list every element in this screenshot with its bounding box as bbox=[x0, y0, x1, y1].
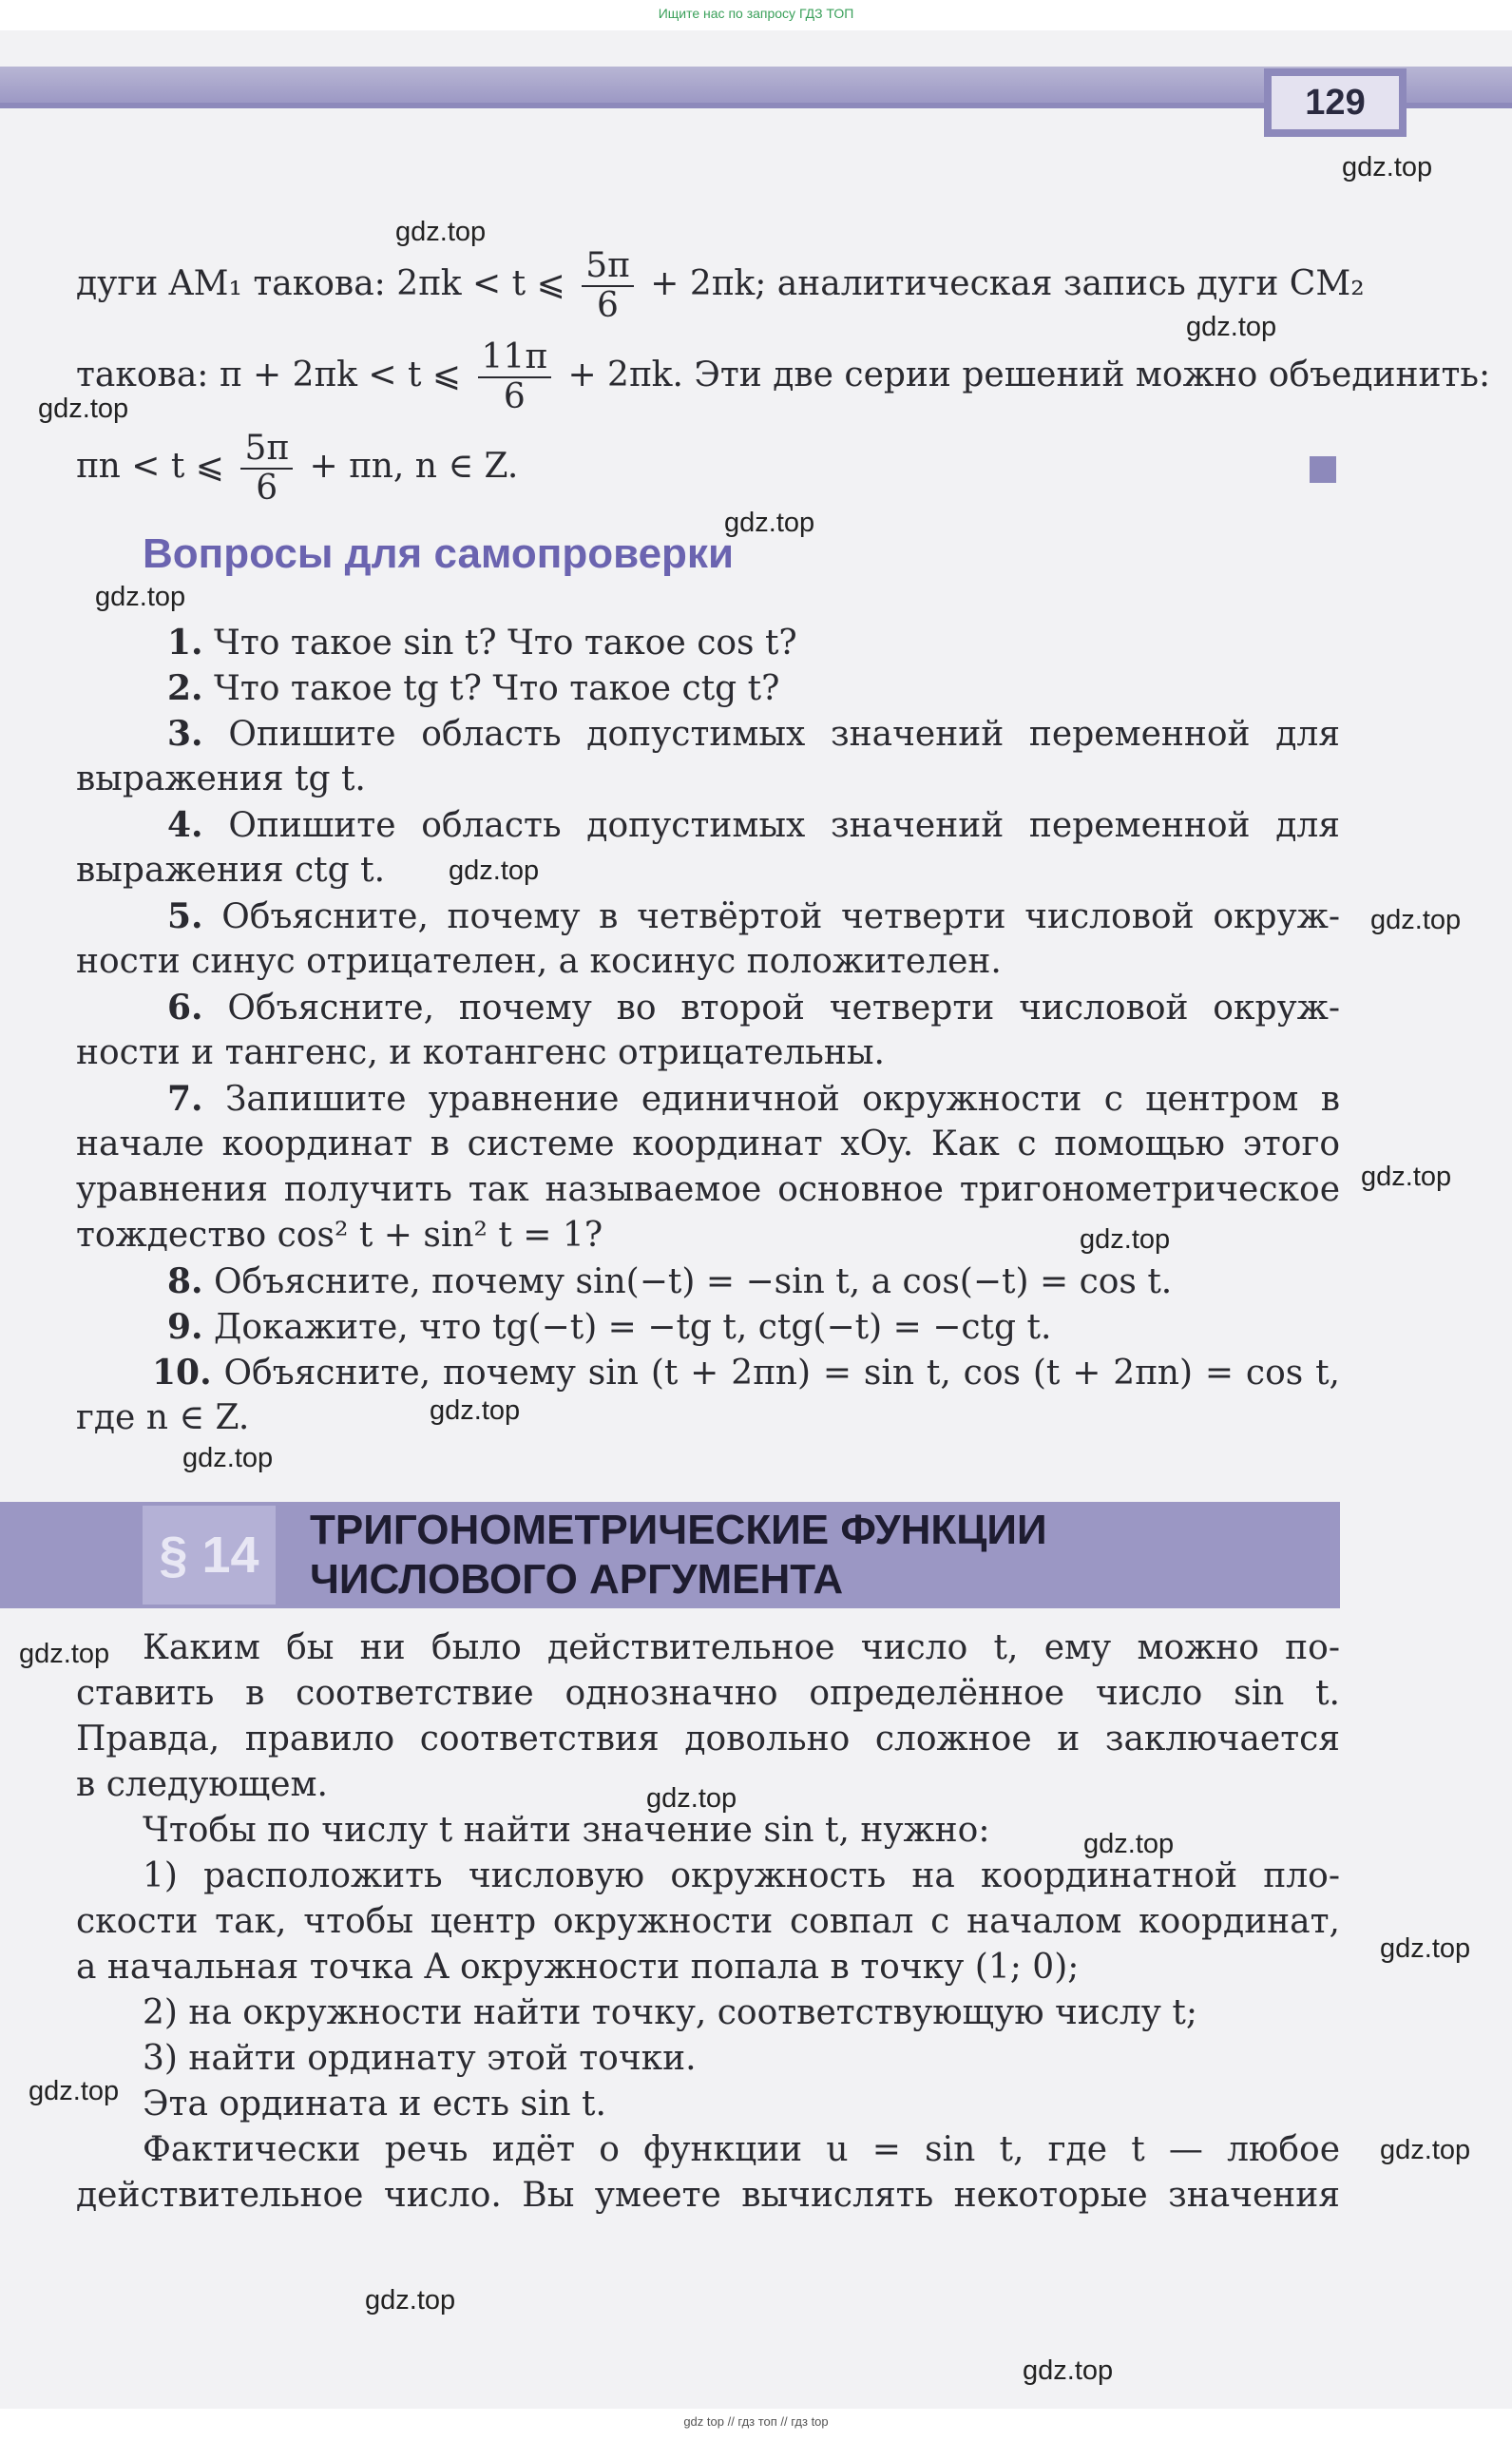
body-line-8: а начальная точка A окружности попала в точку (1; 0); bbox=[76, 1948, 1080, 1987]
watermark: gdz.top bbox=[1342, 152, 1433, 183]
fraction-denominator: 6 bbox=[256, 469, 278, 508]
body-line-2: ставить в соответствие однозначно определённое число sin t. bbox=[76, 1674, 1340, 1713]
question-4 bbox=[167, 802, 1340, 849]
question-2 bbox=[167, 665, 1340, 712]
fraction-numerator: 5π bbox=[582, 247, 634, 287]
fraction-numerator: 5π bbox=[240, 430, 293, 470]
question-number: 5. bbox=[167, 896, 203, 936]
watermark: gdz.top bbox=[395, 217, 487, 247]
fraction-denominator: 6 bbox=[597, 286, 619, 325]
question-number: 7. bbox=[167, 1079, 203, 1119]
question-8 bbox=[167, 1259, 1340, 1305]
watermark: gdz.top bbox=[38, 394, 129, 424]
watermark: gdz.top bbox=[1080, 1224, 1171, 1255]
fraction-denominator: 6 bbox=[503, 377, 526, 416]
section-title-line-2: ЧИСЛОВОГО АРГУМЕНТА bbox=[310, 1556, 844, 1603]
question-number: 3. bbox=[167, 714, 203, 754]
intro-line-1-b: + 2πk; аналитическая запись дуги CM₂ bbox=[650, 264, 1365, 303]
intro-line-3-a: πn < t ⩽ bbox=[76, 447, 224, 486]
body-line-9: 2) на окружности найти точку, соответствующую числу t; bbox=[143, 1993, 1198, 2032]
question-text: Опишите область допустимых значений переменной для bbox=[228, 715, 1340, 754]
intro-line-2 bbox=[76, 337, 1491, 416]
watermark: gdz.top bbox=[1023, 2355, 1114, 2386]
body-line-1: Каким бы ни было действительное число t, ему можно по- bbox=[143, 1628, 1340, 1667]
question-number: 1. bbox=[167, 623, 203, 663]
question-text: Опишите область допустимых значений переменной для bbox=[228, 806, 1340, 845]
section-number: § 14 bbox=[143, 1506, 276, 1605]
intro-line-1 bbox=[76, 246, 1365, 325]
question-5-cont: ности синус отрицателен, а косинус положителен. bbox=[76, 942, 1002, 981]
watermark: gdz.top bbox=[365, 2285, 456, 2316]
body-line-7: скости так, чтобы центр окружности совпал с началом координат, bbox=[76, 1902, 1340, 1941]
watermark: gdz.top bbox=[1380, 2135, 1471, 2165]
intro-line-2-b: + 2πk. Эти две серии решений можно объединить: bbox=[567, 356, 1491, 394]
question-6 bbox=[167, 985, 1340, 1031]
watermark: gdz.top bbox=[19, 1639, 110, 1669]
body-line-13: действительное число. Вы умеете вычислять некоторые значения bbox=[76, 2176, 1340, 2215]
watermark: gdz.top bbox=[646, 1783, 737, 1814]
intro-line-1-a: дуги AM₁ такова: 2πk < t ⩽ bbox=[76, 264, 565, 303]
watermark: gdz.top bbox=[29, 2076, 120, 2106]
question-9 bbox=[167, 1304, 1340, 1351]
intro-line-3-b: + πn, n ∈ Z. bbox=[309, 447, 519, 486]
watermark: gdz.top bbox=[724, 508, 815, 538]
question-text: Что такое sin t? Что такое cos t? bbox=[214, 624, 797, 663]
question-text: Запишите уравнение единичной окружности с центром в bbox=[224, 1080, 1340, 1119]
question-3-cont: выражения tg t. bbox=[76, 759, 366, 798]
question-1 bbox=[167, 620, 1340, 666]
body-line-10: 3) найти ординату этой точки. bbox=[143, 2039, 697, 2078]
question-5 bbox=[167, 894, 1340, 940]
body-line-6: 1) расположить числовую окружность на координатной пло- bbox=[143, 1856, 1340, 1895]
question-number: 9. bbox=[167, 1307, 203, 1347]
question-number: 8. bbox=[167, 1261, 203, 1301]
body-line-11: Эта ордината и есть sin t. bbox=[143, 2085, 606, 2124]
question-6-cont: ности и тангенс, и котангенс отрицательны. bbox=[76, 1033, 885, 1072]
watermark: gdz.top bbox=[430, 1395, 521, 1426]
question-text: Докажите, что tg(−t) = −tg t, ctg(−t) = −ctg t. bbox=[214, 1308, 1052, 1347]
body-line-4: в следующем. bbox=[76, 1765, 328, 1804]
watermark: gdz.top bbox=[1370, 905, 1462, 935]
question-4-cont: выражения ctg t. bbox=[76, 851, 386, 890]
question-7-cont2: уравнения получить так называемое основное тригонометрическое bbox=[76, 1170, 1340, 1209]
question-number: 6. bbox=[167, 988, 203, 1028]
body-line-5: Чтобы по числу t найти значение sin t, нужно: bbox=[143, 1811, 990, 1850]
question-text: Что такое tg t? Что такое ctg t? bbox=[214, 669, 780, 708]
question-text: Объясните, почему sin (t + 2πn) = sin t, cos (t + 2πn) = cos t, bbox=[223, 1354, 1340, 1393]
question-7-cont: начале координат в системе координат xOy. Как с помощью этого bbox=[76, 1124, 1340, 1163]
question-7-cont3: тождество cos² t + sin² t = 1? bbox=[76, 1216, 603, 1255]
section-title bbox=[310, 1506, 1047, 1605]
fraction bbox=[240, 430, 293, 508]
question-3 bbox=[167, 711, 1340, 758]
watermark: gdz.top bbox=[1186, 312, 1277, 342]
top-note: Ищите нас по запросу ГДЗ ТОП bbox=[658, 6, 854, 21]
fraction bbox=[478, 338, 551, 416]
watermark: gdz.top bbox=[1083, 1829, 1175, 1859]
body-line-3: Правда, правило соответствия довольно сложное и заключается bbox=[76, 1720, 1340, 1759]
questions-heading: Вопросы для самопроверки bbox=[143, 530, 734, 577]
question-text: Объясните, почему во второй четверти числовой окруж- bbox=[227, 989, 1340, 1028]
intro-line-2-a: такова: π + 2πk < t ⩽ bbox=[76, 356, 462, 394]
watermark: gdz.top bbox=[1361, 1162, 1452, 1192]
page-number: 129 bbox=[1264, 68, 1407, 137]
question-7 bbox=[167, 1076, 1340, 1123]
watermark: gdz.top bbox=[95, 582, 186, 612]
end-of-proof-square bbox=[1310, 456, 1336, 483]
bottom-note: gdz top // гдз топ // гдз top bbox=[683, 2414, 829, 2429]
question-text: Объясните, почему в четвёртой четверти числовой окруж- bbox=[221, 897, 1340, 936]
question-text: Объясните, почему sin(−t) = −sin t, а cos(−t) = cos t. bbox=[214, 1262, 1173, 1301]
question-number: 4. bbox=[167, 805, 203, 845]
fraction bbox=[582, 247, 634, 325]
intro-line-3 bbox=[76, 430, 1340, 508]
watermark: gdz.top bbox=[1380, 1933, 1471, 1964]
section-title-line-1: ТРИГОНОМЕТРИЧЕСКИЕ ФУНКЦИИ bbox=[310, 1507, 1047, 1553]
body-line-12: Фактически речь идёт о функции u = sin t, где t — любое bbox=[143, 2130, 1340, 2169]
question-number: 10. bbox=[152, 1353, 212, 1393]
question-10 bbox=[152, 1350, 1340, 1396]
watermark: gdz.top bbox=[449, 855, 540, 886]
question-10-cont: где n ∈ Z. bbox=[76, 1398, 250, 1437]
fraction-numerator: 11π bbox=[478, 338, 551, 378]
watermark: gdz.top bbox=[182, 1443, 274, 1473]
question-number: 2. bbox=[167, 668, 203, 708]
